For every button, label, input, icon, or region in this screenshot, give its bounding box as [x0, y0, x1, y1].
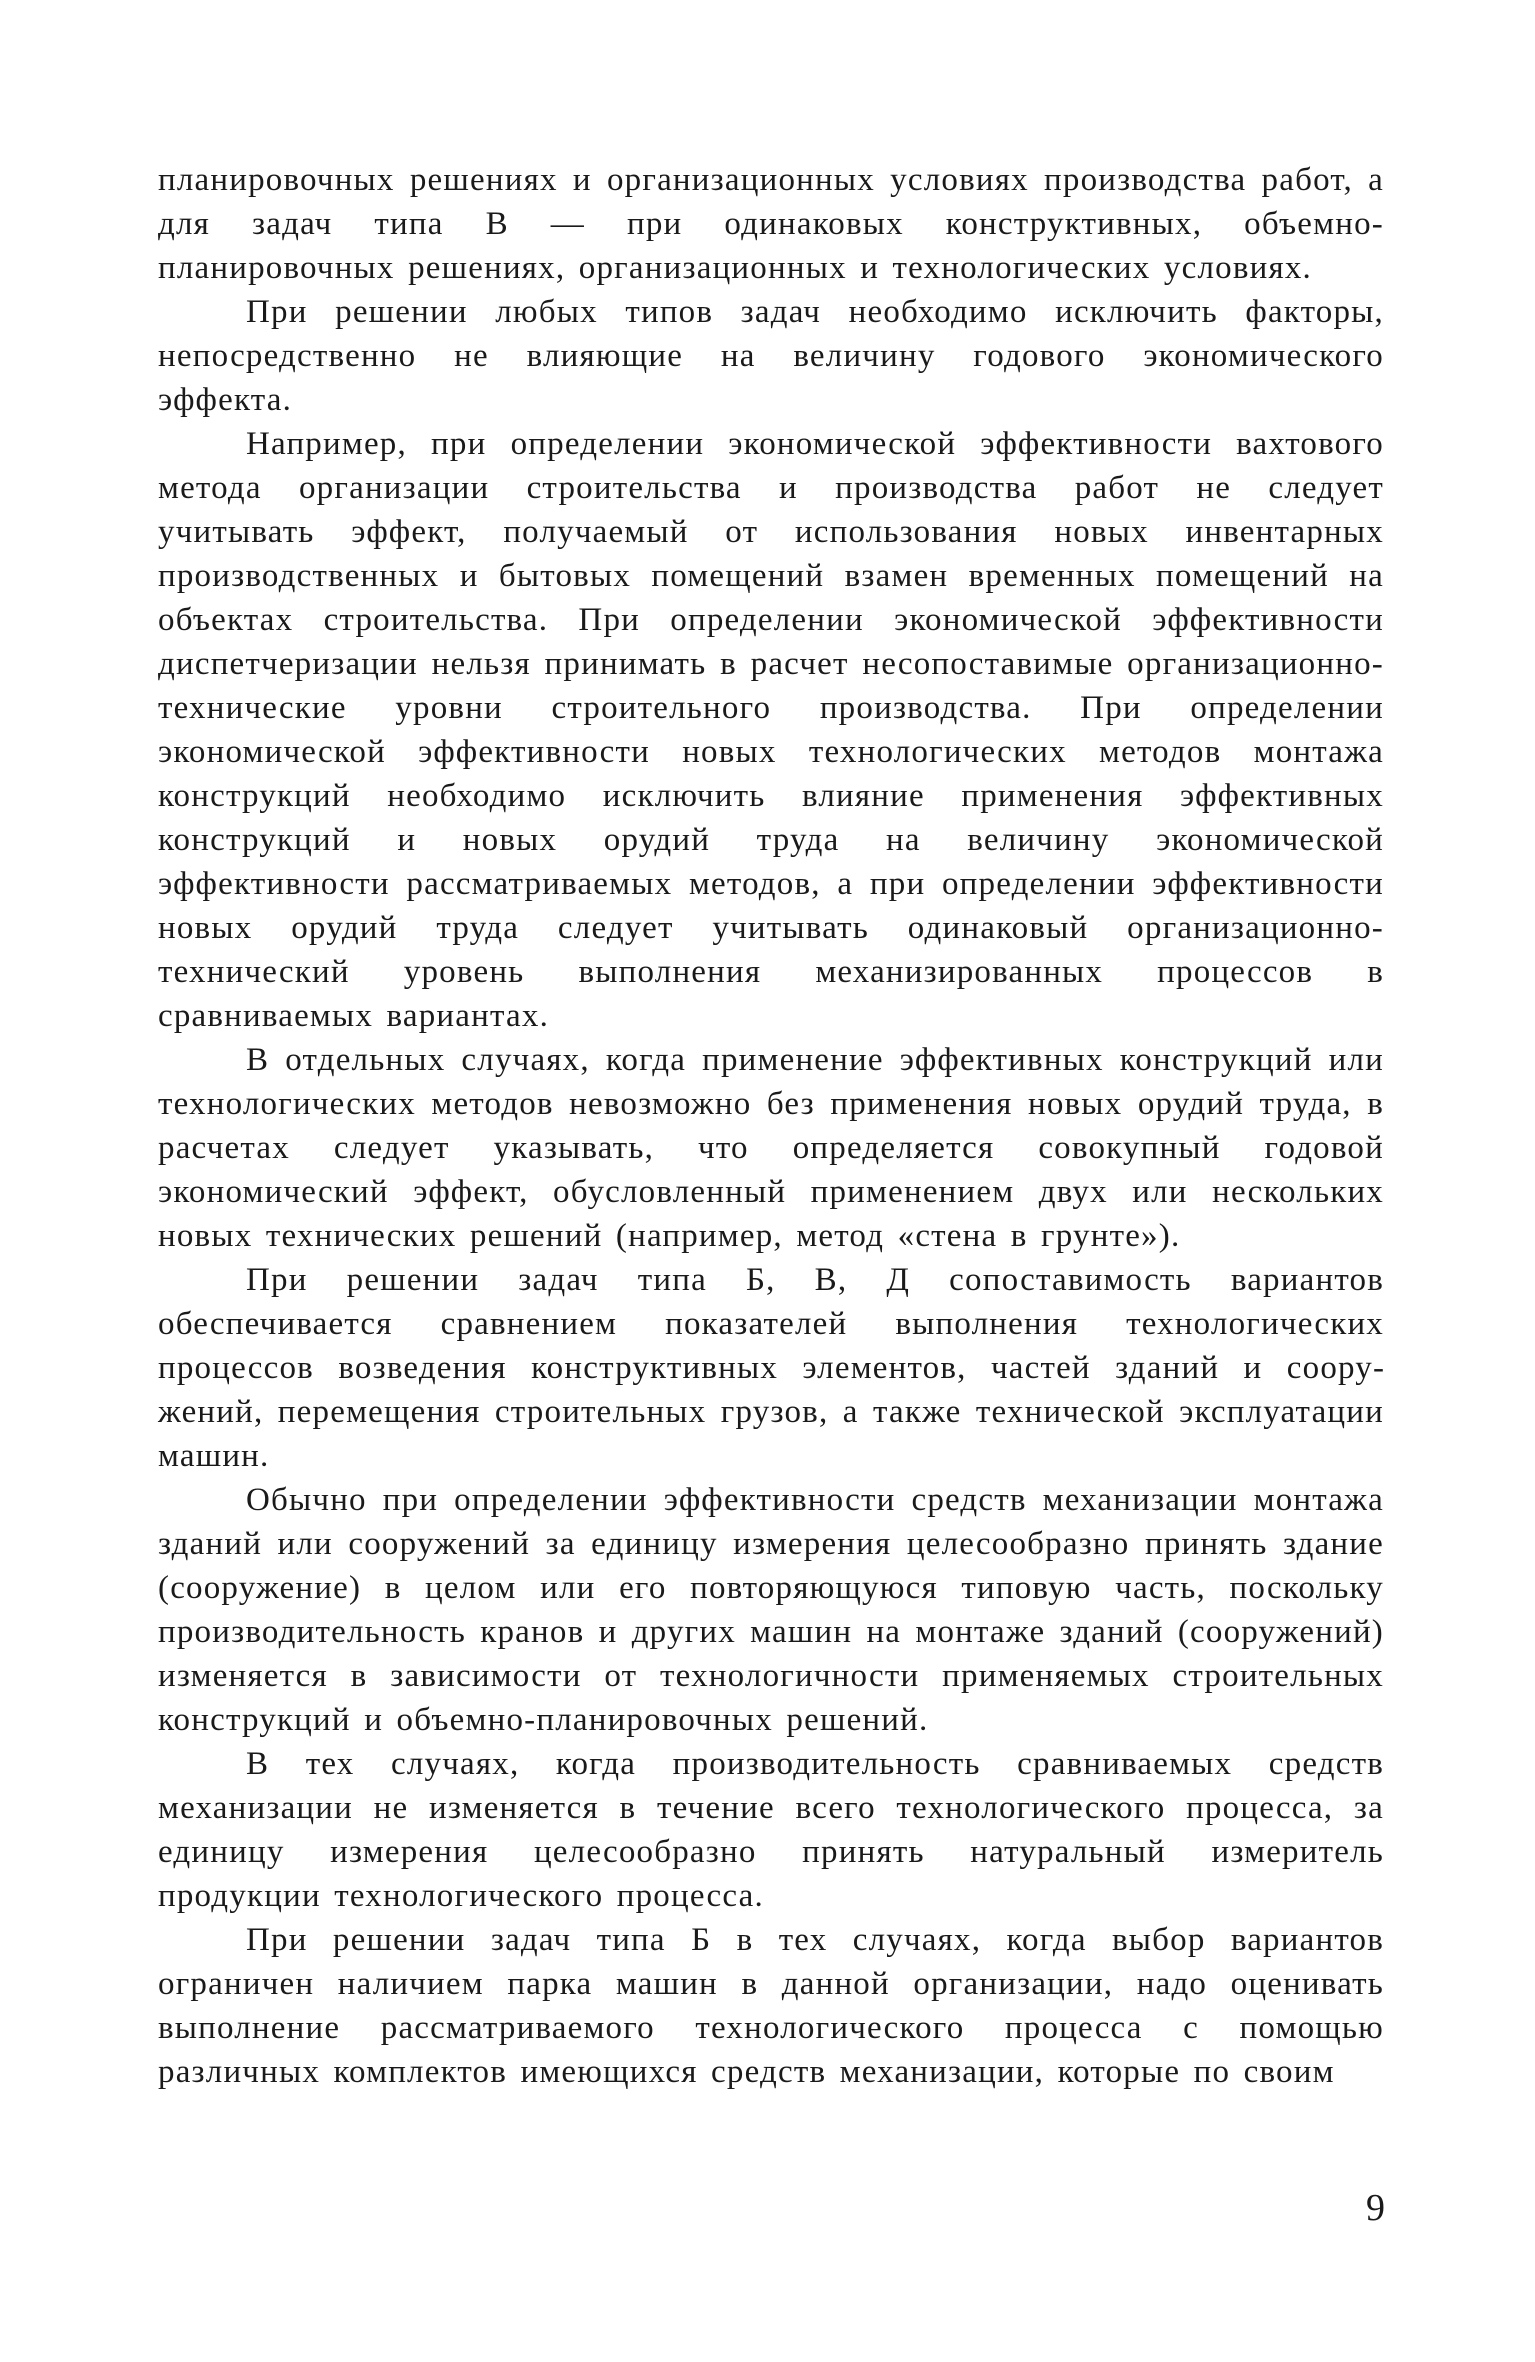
- paragraph-continued: планировочных решениях и организационных условиях производства работ, а для задач типа В — при одинаковых конструктивных, объемно-планировочных решениях, организационных и технологических условиях.: [158, 162, 1384, 286]
- paragraph-examples: Например, при определении экономической эффективности вахтового метода организации строительства и производства работ не следует учитывать эффект, получаемый от использования новых инвентарных производственных и бытовых помещений взамен временных помещений на объектах строительства. При определении экономической эффективности диспетчеризации нельзя принимать в расчет несопоставимые организационно-технические уровни строительного производства. При определении экономической эффективности новых технологических методов монтажа конструкций необходимо исключить влияние применения эффективных конструкций и новых орудий труда на величину экономической эффективности рассматриваемых методов, а при определении эффективности новых орудий труда следует учитывать одинаковый организационно-технический уровень выполнения механизированных процессов в сравниваемых вариантах.: [158, 426, 1384, 1034]
- document-page: [158, 158, 1384, 2094]
- paragraph-natural-measure: В тех случаях, когда производительность сравниваемых средств механизации не изменяется в течение всего технологического процесса, за единицу измерения целесообразно принять натуральный измеритель продукции технологического процесса.: [158, 1746, 1384, 1914]
- paragraph-comparability: При решении задач типа Б, В, Д сопоставимость вариантов обеспечивается сравнением показателей выполнения технологических процессов возведения конструктивных элементов, частей зданий и сооружений, перемещения строительных грузов, а также технической эксплуатации машин.: [158, 1262, 1384, 1474]
- paragraph-exclude-factors: При решении любых типов задач необходимо исключить факторы, непосредственно не влияющие на величину годового экономического эффекта.: [158, 294, 1384, 418]
- paragraph-combined-effect: В отдельных случаях, когда применение эффективных конструкций или технологических методов невозможно без применения новых орудий труда, в расчетах следует указывать, что определяется совокупный годовой экономический эффект, обусловленный применением двух или нескольких новых технических решений (например, метод «стена в грунте»).: [158, 1042, 1384, 1254]
- paragraph-unit-of-measure: Обычно при определении эффективности средств механизации монтажа зданий или сооружений за единицу измерения целесообразно принять здание (сооружение) в целом или его повторяющуюся типовую часть, поскольку производительность кранов и других машин на монтаже зданий (сооружений) изменяется в зависимости от технологичности применяемых строительных конструкций и объемно-планировочных решений.: [158, 1482, 1384, 1738]
- paragraph-machine-fleet: При решении задач типа Б в тех случаях, когда выбор вариантов ограничен наличием парка машин в данной организации, надо оценивать выполнение рассматриваемого технологического процесса с помощью различных комплектов имеющихся средств механизации, которые по своим: [158, 1922, 1384, 2090]
- page-number: 9: [1366, 2187, 1385, 2229]
